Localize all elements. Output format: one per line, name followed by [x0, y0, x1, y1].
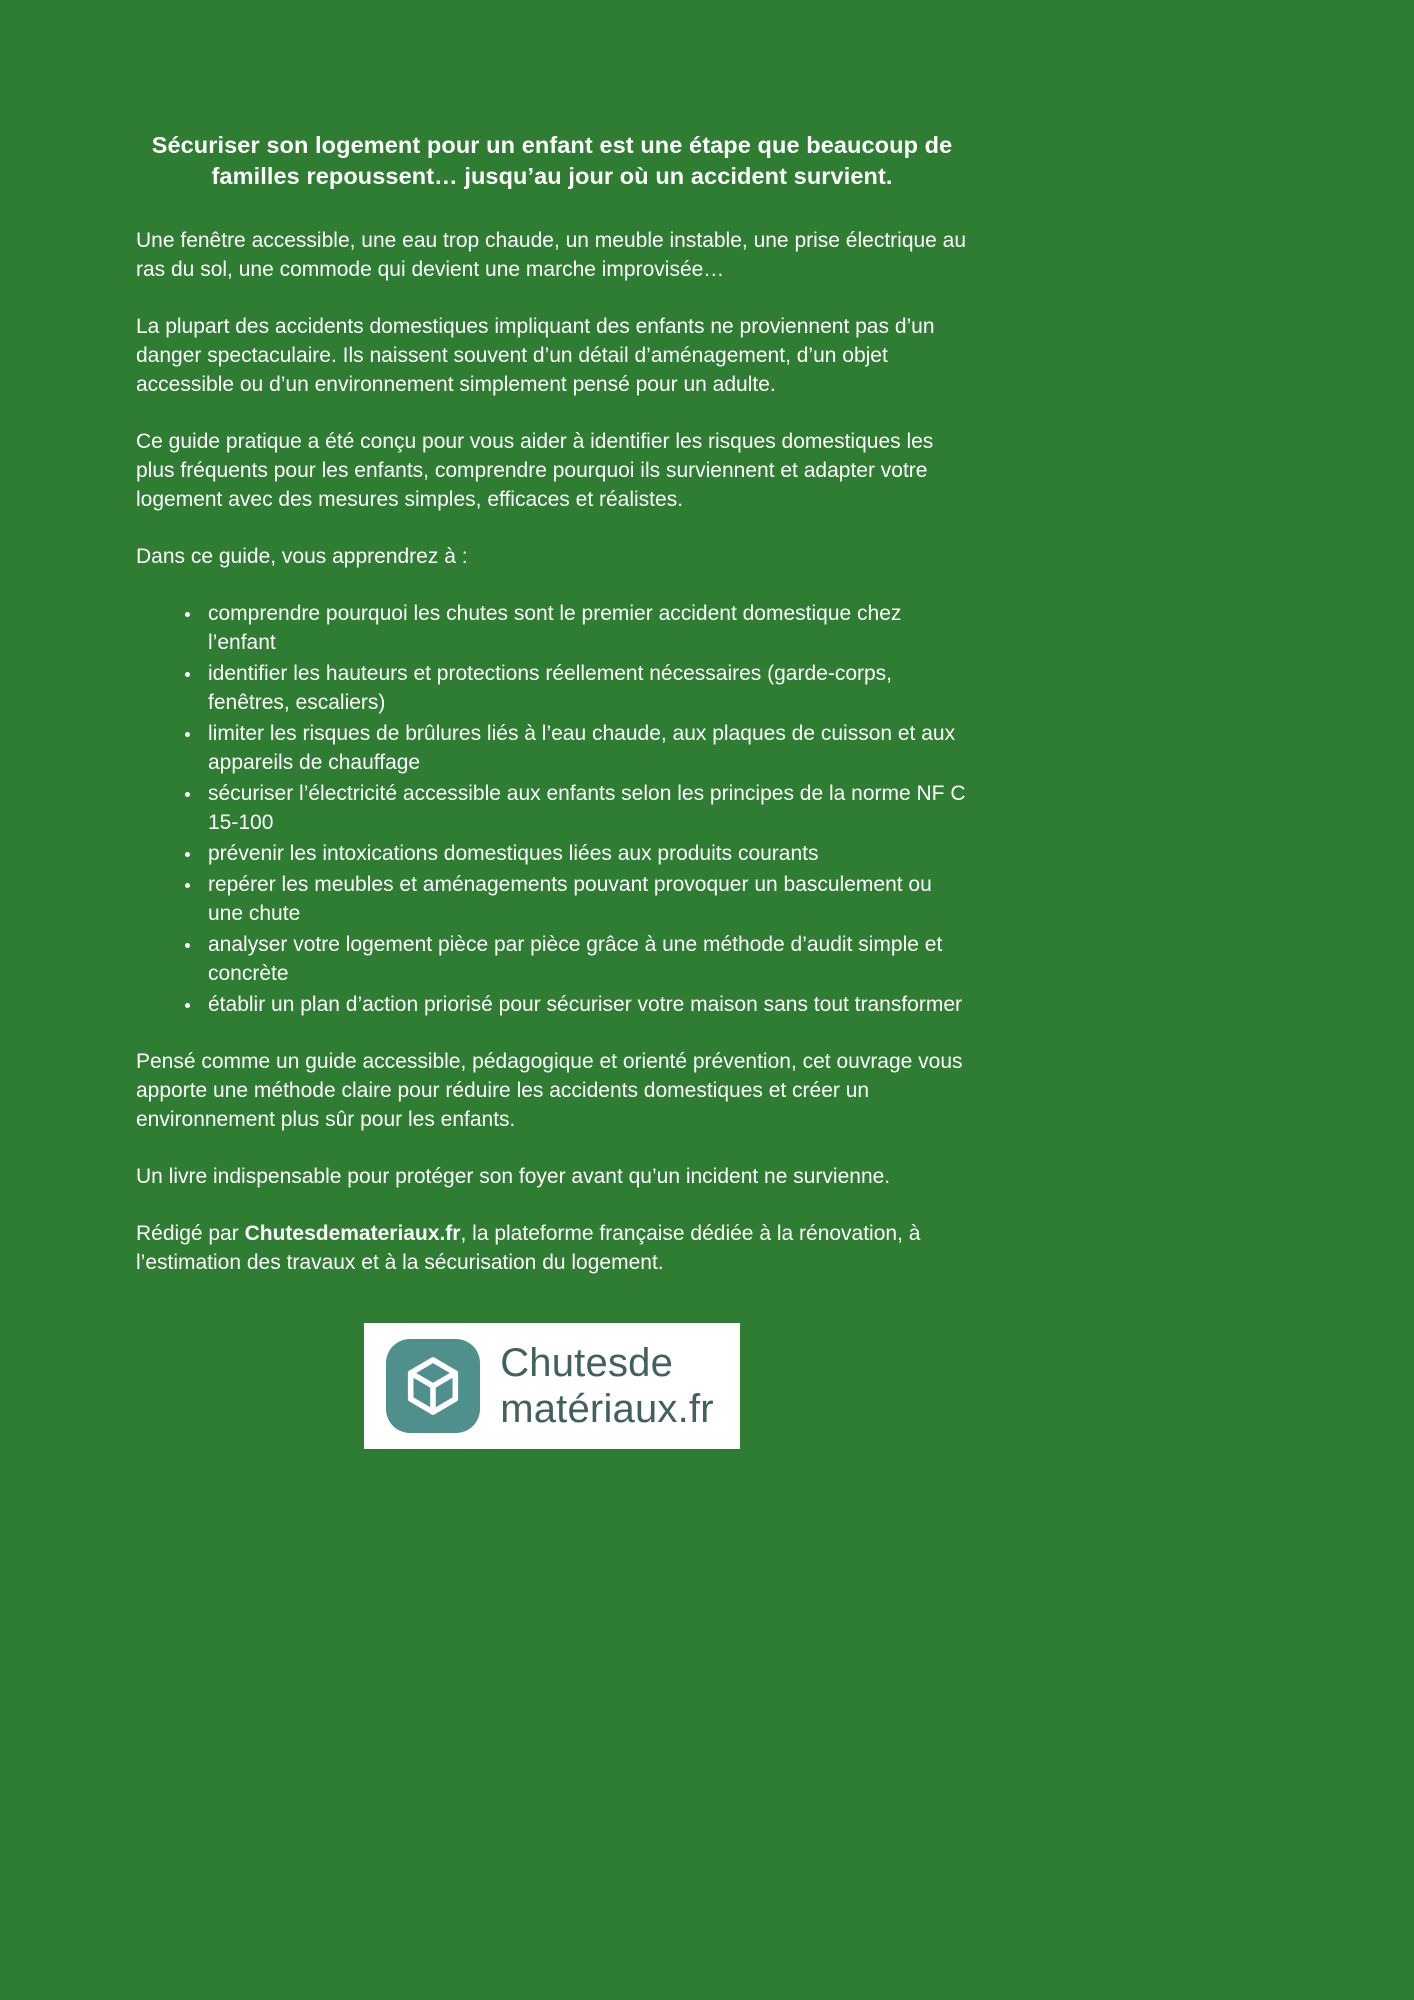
byline-prefix: Rédigé par	[136, 1222, 245, 1245]
intro-paragraph-1: Une fenêtre accessible, une eau trop chaude, un meuble instable, une prise électrique au ras du sol, une commode qui devient une marche improvisée…	[136, 229, 967, 281]
list-item: • sécuriser l’électricité accessible aux enfants selon les principes de la norme NF C 15-100	[202, 779, 968, 837]
intro-paragraph-3: Ce guide pratique a été conçu pour vous aider à identifier les risques domestiques les plus fréquents pour les enfants, comprendre pourquoi ils surviennent et adapter votre logement avec des mesures simples, efficaces et réalistes.	[136, 430, 934, 511]
chutesdemateriaux-logo	[364, 1323, 740, 1449]
guide-topics-list	[136, 599, 968, 1019]
list-item: • limiter les risques de brûlures liés à l’eau chaude, aux plaques de cuisson et aux appareils de chauffage	[202, 719, 968, 777]
list-item: • prévenir les intoxications domestiques liées aux produits courants	[202, 839, 968, 868]
logo-wordmark-line2: matériaux.fr	[500, 1387, 714, 1431]
list-item: • analyser votre logement pièce par pièce grâce à une méthode d’audit simple et concrète	[202, 930, 968, 988]
logo-wordmark	[500, 1340, 714, 1432]
logo-wordmark-line1: Chutesde	[500, 1341, 674, 1385]
closing-paragraph-2: Un livre indispensable pour protéger son foyer avant qu’un incident ne survienne.	[136, 1165, 891, 1188]
byline	[136, 1219, 968, 1277]
byline-suffix: , la plateforme française dédiée à la rénovation, à l’estimation des travaux et à la sécurisation du logement.	[136, 1222, 921, 1274]
list-item: • établir un plan d’action priorisé pour sécuriser votre maison sans tout transformer	[202, 990, 968, 1019]
byline-brand: Chutesdemateriaux.fr	[244, 1222, 461, 1245]
chutesdemateriaux-logo-icon	[386, 1339, 480, 1433]
intro-paragraph-2: La plupart des accidents domestiques impliquant des enfants ne proviennent pas d’un danger spectaculaire. Ils naissent souvent d’un détail d’aménagement, d’un objet accessible ou d’un environnement simplement pensé pour un adulte.	[136, 315, 935, 396]
list-intro: Dans ce guide, vous apprendrez à :	[136, 545, 468, 568]
closing-paragraph-1: Pensé comme un guide accessible, pédagogique et orienté prévention, cet ouvrage vous apporte une méthode claire pour réduire les accidents domestiques et créer un environnement plus sûr pour les enfants.	[136, 1050, 963, 1131]
content-column	[136, 0, 968, 1449]
list-item: • repérer les meubles et aménagements pouvant provoquer un basculement ou une chute	[202, 870, 968, 928]
list-item: • comprendre pourquoi les chutes sont le premier accident domestique chez l’enfant	[202, 599, 968, 657]
page-title: Sécuriser son logement pour un enfant est une étape que beaucoup de familles repoussent… jusqu’au jour où un accident survient.	[151, 132, 953, 189]
list-item: • identifier les hauteurs et protections réellement nécessaires (garde-corps, fenêtres, escaliers)	[202, 659, 968, 717]
